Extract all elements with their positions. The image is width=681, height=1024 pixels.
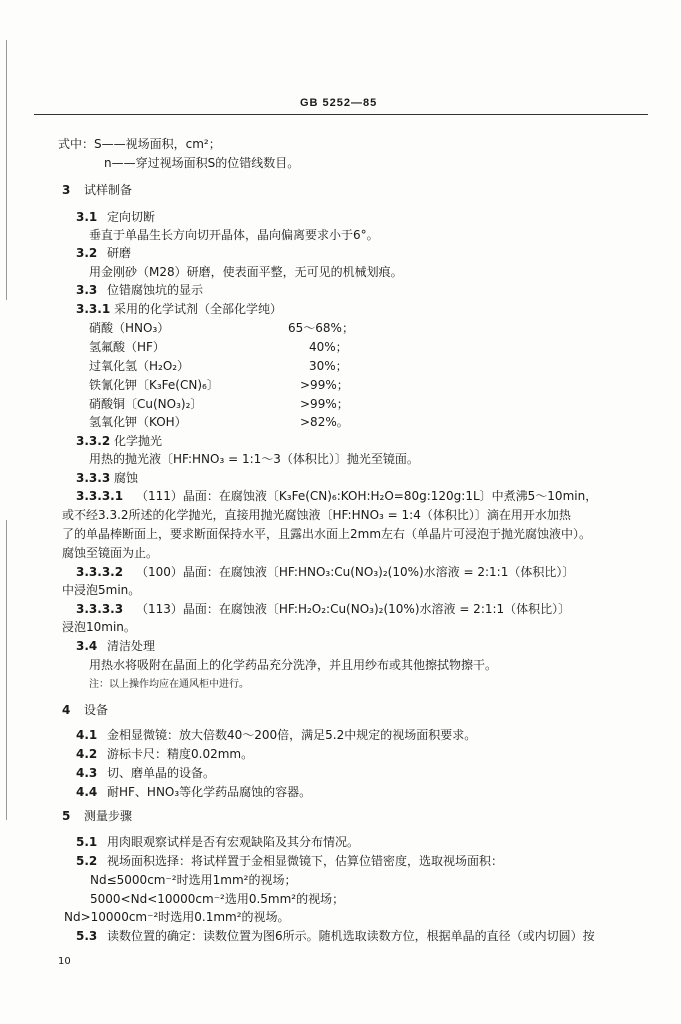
text-line: 视场面积选择：将试样置于金相显微镜下，估算位错密度，选取视场面积： [107, 854, 504, 868]
text-line: 金相显微镜：放大倍数40～200倍，满足5.2中规定的视场面积要求。 [107, 728, 477, 742]
section-number: 5 [62, 809, 71, 823]
text-line: 读数位置的确定：读数位置为图6所示。随机选取读数方位，根据单晶的直径（或内切圆）按 [107, 929, 595, 943]
text-line: 或不经3.3.2所述的化学抛光，直接用抛光腐蚀液〔HF:HNO₃ = 1:4（体积比）〕滴在用开水加热 [62, 508, 571, 522]
running-header: GB 5252—85 [300, 97, 378, 109]
section-number: 5.2 [76, 854, 98, 868]
scan-edge-line [6, 40, 7, 300]
chemical-name: 氢氧化钾（KOH） [89, 415, 187, 429]
text-line: Nd>10000cm⁻²时选用0.1mm²的视场。 [64, 910, 290, 924]
text-line: 腐蚀至镜面为止。 [62, 546, 159, 560]
section-number: 3 [62, 183, 71, 197]
text-line: （111）晶面：在腐蚀液〔K₃Fe(CN)₆:KOH:H₂O=80g:120g:1L〕中煮沸5～10min， [136, 489, 598, 503]
section-number: 4 [62, 703, 71, 717]
chemical-concentration: 65～68%； [288, 321, 354, 335]
note-line: 注：以上操作均应在通风柜中进行。 [89, 679, 249, 690]
section-number: 5.3 [76, 929, 98, 943]
section-number: 4.1 [76, 728, 98, 742]
section-title: 试样制备 [84, 183, 133, 197]
text-line: 切、磨单晶的设备。 [107, 766, 216, 780]
section-number: 4.3 [76, 766, 98, 780]
section-number: 3.3.1 [76, 302, 111, 316]
text-line: 游标卡尺：精度0.02mm。 [107, 747, 254, 761]
section-title: 采用的化学试剂（全部化学纯） [114, 302, 283, 316]
section-title: 位错腐蚀坑的显示 [107, 283, 204, 297]
section-number: 5.1 [76, 835, 98, 849]
text-line: 用金刚砂（M28）研磨，使表面平整，无可见的机械划痕。 [89, 265, 403, 279]
section-number: 3.4 [76, 639, 98, 653]
section-number: 4.2 [76, 747, 98, 761]
text-line: 式中：S——视场面积，cm²； [58, 137, 221, 151]
text-line: 用肉眼观察试样是否有宏观缺陷及其分布情况。 [107, 835, 360, 849]
text-line: 浸泡10min。 [62, 620, 136, 634]
text-line: n——穿过视场面积S的位错线数目。 [104, 156, 300, 170]
section-title: 设备 [84, 703, 109, 717]
section-number: 4.4 [76, 785, 98, 799]
text-line: Nd≤5000cm⁻²时选用1mm²的视场； [90, 873, 297, 887]
text-line: 5000<Nd<10000cm⁻²选用0.5mm²的视场； [90, 892, 345, 906]
text-line: （100）晶面：在腐蚀液〔HF:HNO₃:Cu(NO₃)₂(10%)水溶液 = 2:1:1（体积比）〕 [136, 565, 575, 579]
chemical-name: 过氧化氢（H₂O₂） [89, 359, 190, 373]
text-line: 垂直于单晶生长方向切开晶体，晶向偏离要求小于6°。 [89, 228, 379, 242]
chemical-concentration: >99%； [300, 378, 349, 392]
section-number: 3.3.3.1 [76, 489, 124, 503]
chemical-name: 硝酸铜〔Cu(NO₃)₂〕 [89, 397, 203, 411]
text-line: 中浸泡5min。 [62, 583, 141, 597]
section-number: 3.1 [76, 210, 98, 224]
text-line: 用热的抛光液〔HF:HNO₃ = 1:1～3（体积比）〕抛光至镜面。 [89, 452, 419, 466]
text-line: 耐HF、HNO₃等化学药品腐蚀的容器。 [107, 785, 312, 799]
section-title: 腐蚀 [114, 471, 139, 485]
section-number: 3.3.3 [76, 471, 111, 485]
page-number: 10 [58, 956, 71, 967]
chemical-concentration: 40%； [309, 340, 348, 354]
text-line: 了的单晶棒断面上，要求断面保持水平，且露出水面上2mm左右（单晶片可浸泡于抛光腐蚀液中）。 [62, 527, 592, 541]
section-title: 清洁处理 [107, 639, 156, 653]
section-title: 研磨 [107, 246, 132, 260]
section-title: 测量步骤 [84, 809, 133, 823]
section-number: 3.3.3.3 [76, 602, 124, 616]
section-number: 3.3.2 [76, 434, 111, 448]
section-number: 3.2 [76, 246, 98, 260]
section-title: 定向切断 [107, 210, 156, 224]
chemical-name: 铁氰化钾〔K₃Fe(CN)₆〕 [89, 378, 219, 392]
scan-edge-line [6, 520, 7, 820]
chemical-name: 氢氟酸（HF） [89, 340, 165, 354]
text-line: （113）晶面：在腐蚀液〔HF:H₂O₂:Cu(NO₃)₂(10%)水溶液 = 2:1:1（体积比）〕 [136, 602, 571, 616]
chemical-concentration: >82%。 [300, 415, 349, 429]
chemical-concentration: 30%； [309, 359, 348, 373]
text-line: 用热水将吸附在晶面上的化学药品充分洗净，并且用纱布或其他擦拭物擦干。 [89, 658, 498, 672]
section-number: 3.3.3.2 [76, 565, 124, 579]
section-title: 化学抛光 [114, 434, 163, 448]
header-rule [34, 114, 648, 115]
chemical-name: 硝酸（HNO₃） [89, 321, 170, 335]
section-number: 3.3 [76, 283, 98, 297]
chemical-concentration: >99%； [300, 397, 349, 411]
